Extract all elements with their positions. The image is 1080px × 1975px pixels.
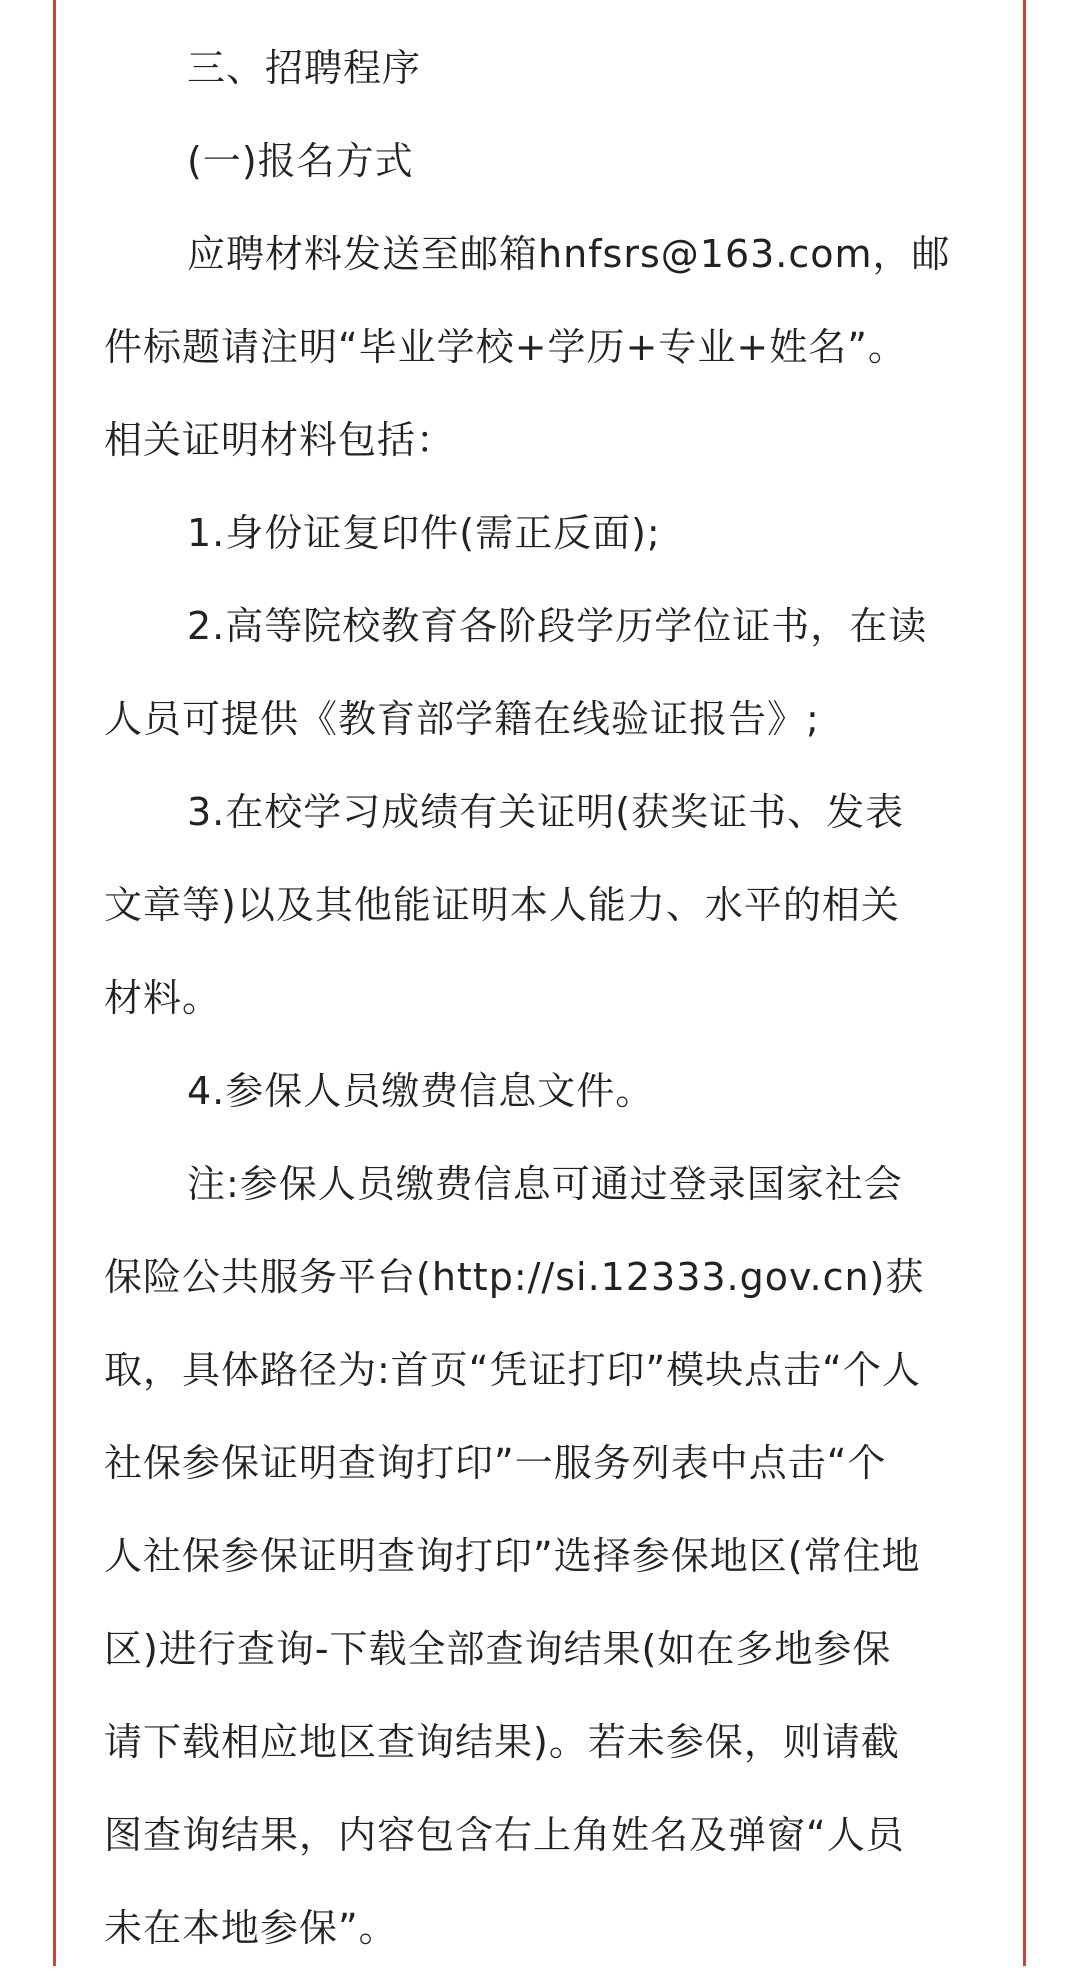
left-border-line — [53, 0, 56, 1966]
note-line: 请下载相应地区查询结果)。若未参保，则请截 — [104, 1720, 900, 1764]
note-line: 未在本地参保”。 — [104, 1906, 398, 1950]
note-line: 人社保参保证明查询打印”选择参保地区(常住地 — [104, 1534, 921, 1578]
right-border-line — [1023, 0, 1026, 1966]
list-item: 4.参保人员缴费信息文件。 — [187, 1069, 655, 1113]
note-line: 保险公共服务平台(http://si.12333.gov.cn)获 — [104, 1255, 925, 1299]
note-line: 注:参保人员缴费信息可通过登录国家社会 — [187, 1162, 903, 1206]
note-line: 社保参保证明查询打印”一服务列表中点击“个 — [104, 1441, 887, 1485]
list-item-continuation: 材料。 — [104, 976, 222, 1020]
note-line: 区)进行查询-下载全部查询结果(如在多地参保 — [104, 1627, 892, 1671]
list-item: 1.身份证复印件(需正反面); — [187, 511, 661, 555]
subsection-heading: (一)报名方式 — [187, 139, 414, 183]
paragraph-line: 件标题请注明“毕业学校+学历+专业+姓名”。 — [104, 325, 907, 369]
section-heading: 三、招聘程序 — [187, 46, 422, 90]
paragraph-line: 应聘材料发送至邮箱hnfsrs@163.com，邮 — [187, 232, 951, 276]
article-body — [104, 22, 984, 1975]
note-line: 取，具体路径为:首页“凭证打印”模块点击“个人 — [104, 1348, 921, 1392]
list-item: 3.在校学习成绩有关证明(获奖证书、发表 — [187, 790, 905, 834]
paragraph-line: 相关证明材料包括： — [104, 418, 456, 462]
list-item-continuation: 文章等)以及其他能证明本人能力、水平的相关 — [104, 883, 900, 927]
list-item-continuation: 人员可提供《教育部学籍在线验证报告》; — [104, 697, 820, 741]
list-item: 2.高等院校教育各阶段学历学位证书，在读 — [187, 604, 928, 648]
note-line: 图查询结果，内容包含右上角姓名及弹窗“人员 — [104, 1813, 905, 1857]
